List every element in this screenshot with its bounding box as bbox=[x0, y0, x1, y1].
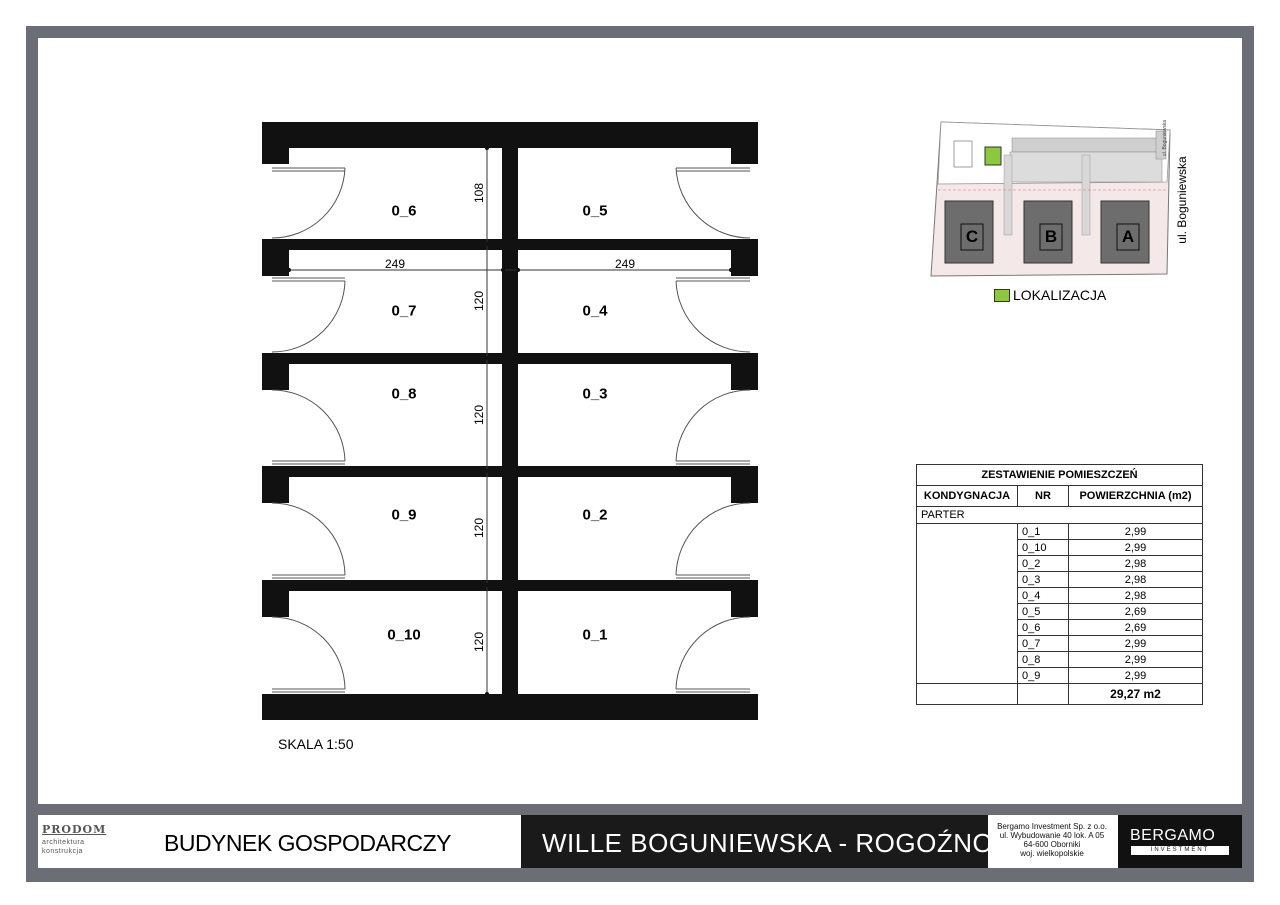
room-label-0-7: 0_7 bbox=[391, 302, 417, 320]
area-cell: 2,99 bbox=[1069, 524, 1203, 540]
dimension-120: 120 bbox=[472, 631, 486, 653]
street-label: ul. Boguniewska bbox=[1175, 156, 1189, 244]
col-header-area: POWIERZCHNIA (m2) bbox=[1069, 486, 1203, 507]
building-label-b: B bbox=[1044, 227, 1058, 246]
nr-cell: 0_6 bbox=[1018, 620, 1069, 636]
company-address bbox=[990, 822, 1114, 858]
dimension-120: 120 bbox=[472, 404, 486, 426]
nr-cell: 0_7 bbox=[1018, 636, 1069, 652]
area-cell: 2,69 bbox=[1069, 620, 1203, 636]
area-cell: 2,98 bbox=[1069, 588, 1203, 604]
nr-cell: 0_2 bbox=[1018, 556, 1069, 572]
area-cell: 2,98 bbox=[1069, 572, 1203, 588]
room-label-0-1: 0_1 bbox=[582, 626, 608, 644]
area-cell: 2,99 bbox=[1069, 668, 1203, 684]
scale-label: SKALA 1:50 bbox=[278, 736, 354, 752]
logo-sub1: architektura bbox=[42, 839, 85, 846]
room-label-0-10: 0_10 bbox=[387, 626, 421, 644]
dimension-249-right: 249 bbox=[614, 257, 636, 271]
dimension-249-left: 249 bbox=[384, 257, 406, 271]
room-label-0-8: 0_8 bbox=[391, 385, 417, 403]
nr-cell: 0_10 bbox=[1018, 540, 1069, 556]
area-cell: 2,99 bbox=[1069, 540, 1203, 556]
dimension-108: 108 bbox=[472, 182, 486, 204]
logo-sub2: konstrukcja bbox=[42, 848, 83, 855]
rooms-table bbox=[916, 464, 1203, 705]
room-label-0-5: 0_5 bbox=[582, 202, 608, 220]
brand-name: BERGAMO bbox=[1130, 827, 1216, 844]
company-line: woj. wielkopolskie bbox=[1020, 849, 1084, 858]
room-label-0-3: 0_3 bbox=[582, 385, 608, 403]
legend-swatch bbox=[994, 289, 1010, 302]
street-label-small: ul. Boguniewska bbox=[1162, 119, 1168, 157]
nr-cell: 0_8 bbox=[1018, 652, 1069, 668]
col-header-nr: NR bbox=[1018, 486, 1069, 507]
location-marker bbox=[985, 147, 1001, 165]
nr-cell: 0_4 bbox=[1018, 588, 1069, 604]
company-line: ul. Wybudowanie 40 lok. A 05 bbox=[999, 831, 1105, 840]
building-title: BUDYNEK GOSPODARCZY bbox=[164, 830, 451, 856]
room-label-0-2: 0_2 bbox=[582, 506, 608, 524]
area-cell: 2,99 bbox=[1069, 636, 1203, 652]
nr-cell: 0_9 bbox=[1018, 668, 1069, 684]
room-label-0-9: 0_9 bbox=[391, 506, 417, 524]
dimension-120: 120 bbox=[472, 290, 486, 312]
room-label-0-6: 0_6 bbox=[391, 202, 417, 220]
table-row bbox=[917, 524, 1203, 540]
total-area: 29,27 m2 bbox=[1069, 684, 1203, 705]
building-label-a: A bbox=[1121, 227, 1135, 246]
brand-sub: INVESTMENT bbox=[1131, 846, 1229, 855]
nr-cell: 0_1 bbox=[1018, 524, 1069, 540]
room-label-0-4: 0_4 bbox=[582, 302, 608, 320]
area-cell: 2,98 bbox=[1069, 556, 1203, 572]
table-title: ZESTAWIENIE POMIESZCZEŃ bbox=[917, 465, 1203, 486]
level-cell: PARTER bbox=[917, 507, 1203, 524]
project-title: WILLE BOGUNIEWSKA - ROGOŹNO bbox=[542, 828, 994, 858]
company-line: 64-600 Oborniki bbox=[1023, 840, 1081, 849]
company-line: Bergamo Investment Sp. z o.o. bbox=[997, 822, 1107, 831]
area-cell: 2,69 bbox=[1069, 604, 1203, 620]
building-label-c: C bbox=[965, 227, 979, 246]
col-header-level: KONDYGNACJA bbox=[917, 486, 1018, 507]
legend-label: LOKALIZACJA bbox=[1013, 287, 1107, 303]
nr-cell: 0_5 bbox=[1018, 604, 1069, 620]
nr-cell: 0_3 bbox=[1018, 572, 1069, 588]
area-cell: 2,99 bbox=[1069, 652, 1203, 668]
dimension-120: 120 bbox=[472, 517, 486, 539]
logo-name: PRODOM bbox=[42, 823, 107, 836]
